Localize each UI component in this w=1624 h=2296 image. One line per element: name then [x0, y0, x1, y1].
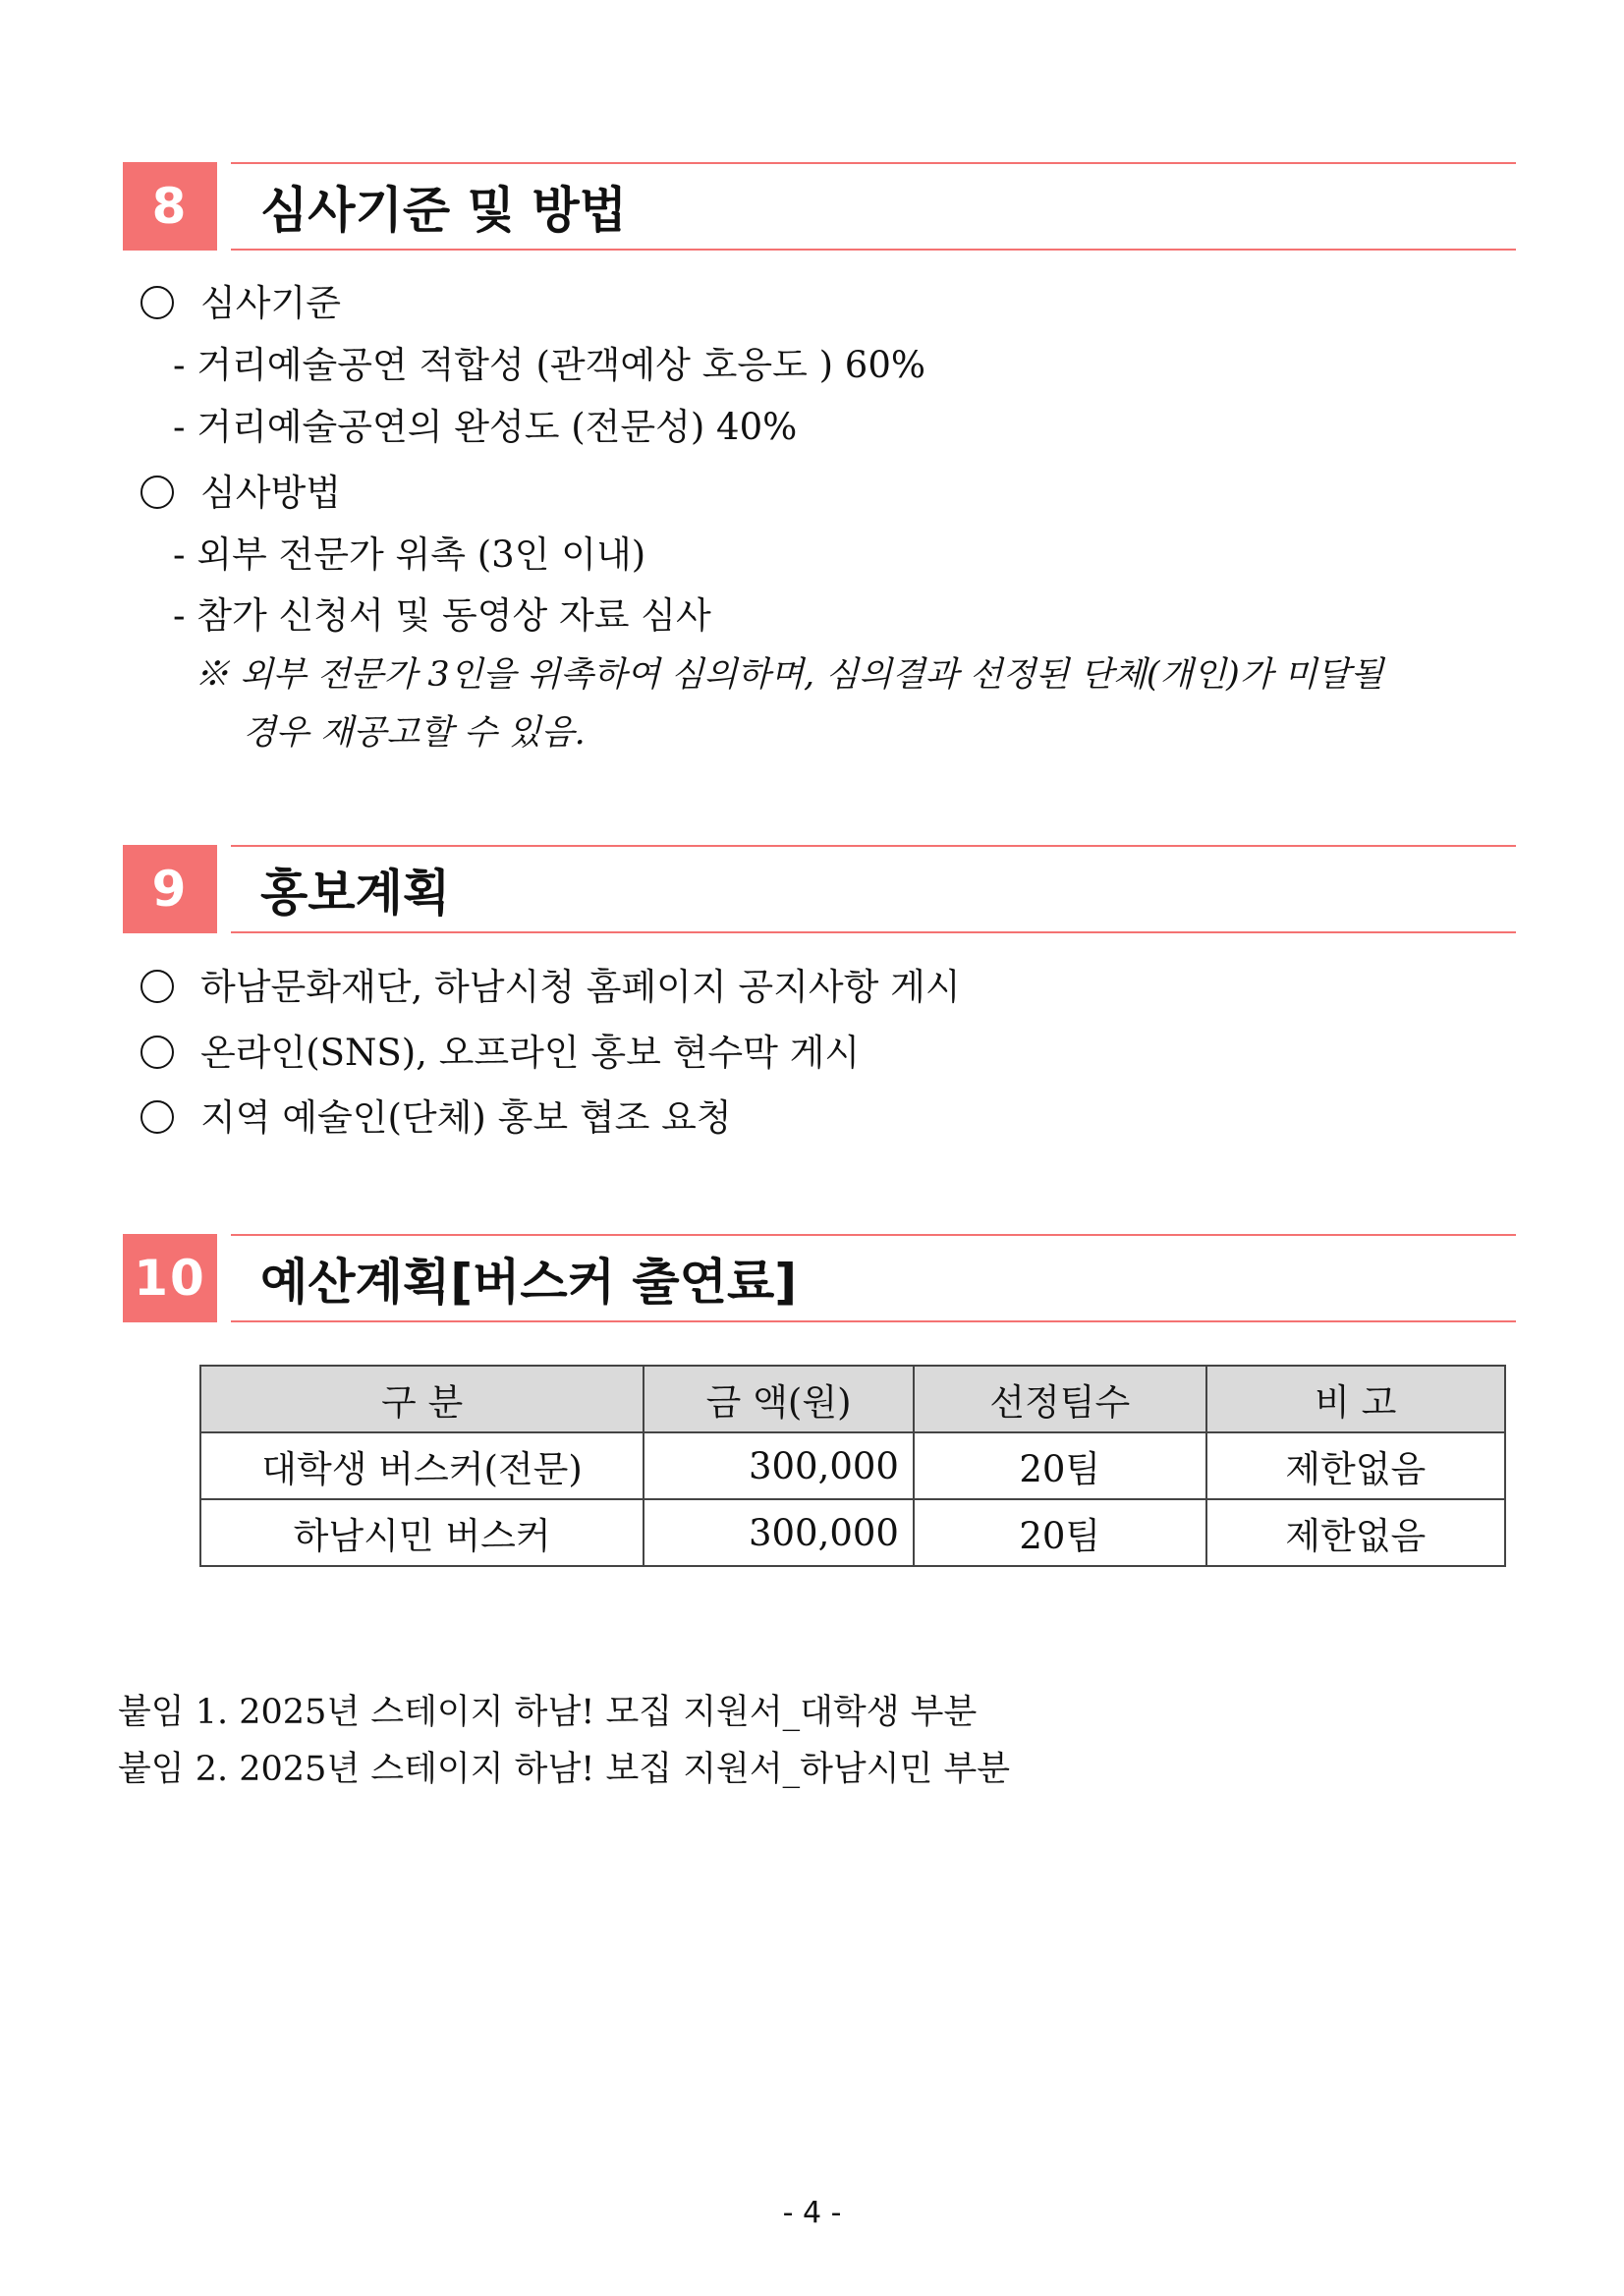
page-number: - 4 - [782, 2196, 842, 2230]
section-title: 예산계획[버스커 출연료] [260, 1254, 798, 1311]
table-cell: 제한없음 [1206, 1499, 1506, 1566]
promo-item: 하남문화재단, 하남시청 홈페이지 공지사항 게시 [200, 966, 961, 1008]
section-title: 심사기준 및 방법 [260, 182, 627, 239]
table-row [200, 1499, 1505, 1566]
table-cell: 20팀 [914, 1432, 1206, 1499]
section-number: 8 [123, 162, 217, 251]
section-title: 홍보계획 [260, 865, 451, 922]
circle-bullet-icon [140, 286, 174, 319]
review-note-continued: 경우 재공고할 수 있음. [243, 713, 586, 753]
table-row [200, 1432, 1505, 1499]
column-header: 금 액(원) [644, 1366, 914, 1432]
review-note: ※ 외부 전문가 3인을 위촉하여 심의하며, 심의결과 선정된 단체(개인)가 미달될 [195, 655, 1384, 695]
attachment-item: 붙임 1. 2025년 스테이지 하남! 모집 지원서_대학생 부분 [118, 1693, 978, 1732]
section-10-header [123, 1234, 1516, 1322]
circle-bullet-icon [140, 476, 174, 509]
criteria-item: - 거리예술공연의 완성도 (전문성) 40% [173, 406, 798, 448]
column-header: 선정팀수 [914, 1366, 1206, 1432]
column-header: 구 분 [200, 1366, 644, 1432]
section-number: 9 [123, 845, 217, 933]
table-cell: 300,000 [644, 1499, 914, 1566]
column-header: 비 고 [1206, 1366, 1506, 1432]
section-9-header [123, 845, 1516, 933]
section-8-header [123, 162, 1516, 251]
attachment-item: 붙임 2. 2025년 스테이지 하남! 보집 지원서_하남시민 부분 [118, 1750, 1011, 1789]
criteria-item: - 거리예술공연 적합성 (관객예상 호응도 ) 60% [173, 344, 926, 386]
promo-item: 온라인(SNS), 오프라인 홍보 현수막 게시 [200, 1032, 861, 1074]
promo-item: 지역 예술인(단체) 홍보 협조 요청 [200, 1096, 732, 1139]
table-header-row [200, 1366, 1505, 1432]
circle-bullet-icon [140, 1100, 174, 1134]
method-item: - 외부 전문가 위촉 (3인 이내) [173, 533, 646, 576]
table-cell: 하남시민 버스커 [200, 1499, 644, 1566]
table-cell: 300,000 [644, 1432, 914, 1499]
circle-bullet-icon [140, 1036, 174, 1069]
circle-bullet-icon [140, 970, 174, 1003]
budget-table [199, 1365, 1506, 1567]
method-label: 심사방법 [200, 472, 341, 514]
table-cell: 대학생 버스커(전문) [200, 1432, 644, 1499]
table-cell: 제한없음 [1206, 1432, 1506, 1499]
section-number: 10 [123, 1234, 217, 1322]
method-item: - 참가 신청서 및 동영상 자료 심사 [173, 594, 711, 637]
table-cell: 20팀 [914, 1499, 1206, 1566]
criteria-label: 심사기준 [200, 282, 341, 324]
